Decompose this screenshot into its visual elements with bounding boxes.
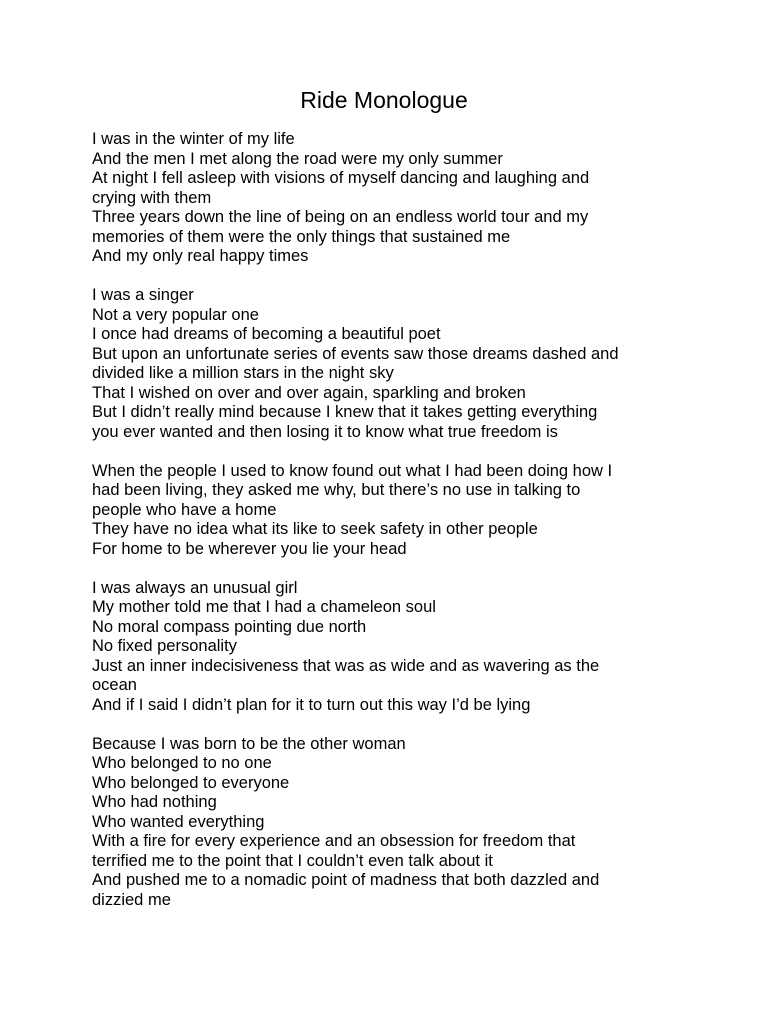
- text-line: crying with them: [92, 188, 212, 207]
- text-line: Three years down the line of being on an endless world tour and my: [92, 208, 589, 226]
- text-line: My mother told me that I had a chameleon soul: [92, 598, 436, 616]
- text-line: Who belonged to everyone: [92, 773, 290, 792]
- text-line: But upon an unfortunate series of events saw those dreams dashed and: [92, 344, 619, 363]
- text-line: terrified me to the point that I couldn’t even talk about it: [92, 851, 493, 870]
- text-line: And my only real happy times: [92, 247, 309, 265]
- text-line: That I wished on over and over again, sparkling and broken: [92, 383, 526, 402]
- text-line: had been living, they asked me why, but there’s no use in talking to: [92, 481, 581, 499]
- text-line: dizzied me: [92, 890, 171, 909]
- text-line: At night I fell asleep with visions of myself dancing and laughing and: [92, 169, 590, 187]
- text-line: For home to be wherever you lie your head: [92, 539, 407, 558]
- text-line: ocean: [92, 676, 137, 694]
- text-line: No fixed personality: [92, 637, 237, 655]
- text-line: I was always an unusual girl: [92, 578, 298, 597]
- stanza-5: [92, 735, 692, 911]
- stanza-4: [92, 579, 692, 716]
- text-line: people who have a home: [92, 500, 277, 519]
- text-line: Who had nothing: [92, 793, 217, 811]
- text-line: you ever wanted and then losing it to know what true freedom is: [92, 422, 558, 441]
- text-line: Just an inner indecisiveness that was as wide and as wavering as the: [92, 656, 600, 675]
- text-line: I was a singer: [92, 286, 194, 304]
- text-line: And pushed me to a nomadic point of madness that both dazzled and: [92, 871, 600, 889]
- text-line: Who wanted everything: [92, 812, 265, 831]
- text-line: They have no idea what its like to seek safety in other people: [92, 520, 538, 538]
- text-line: memories of them were the only things that sustained me: [92, 227, 511, 246]
- text-line: divided like a million stars in the night sky: [92, 364, 394, 382]
- text-line: Who belonged to no one: [92, 754, 272, 772]
- monologue-body: [92, 130, 692, 930]
- text-line: And if I said I didn’t plan for it to turn out this way I’d be lying: [92, 695, 531, 714]
- document-title: Ride Monologue: [300, 87, 468, 113]
- stanza-3: [92, 462, 692, 560]
- stanza-2: [92, 286, 692, 442]
- text-line: No moral compass pointing due north: [92, 617, 367, 636]
- text-line: And the men I met along the road were my only summer: [92, 149, 503, 168]
- stanza-1: [92, 130, 692, 267]
- text-line: I was in the winter of my life: [92, 130, 295, 148]
- text-line: When the people I used to know found out what I had been doing how I: [92, 461, 613, 480]
- text-line: But I didn’t really mind because I knew that it takes getting everything: [92, 403, 598, 421]
- text-line: Not a very popular one: [92, 305, 259, 324]
- text-line: I once had dreams of becoming a beautiful poet: [92, 325, 441, 343]
- text-line: Because I was born to be the other woman: [92, 734, 406, 753]
- text-line: With a fire for every experience and an obsession for freedom that: [92, 832, 576, 850]
